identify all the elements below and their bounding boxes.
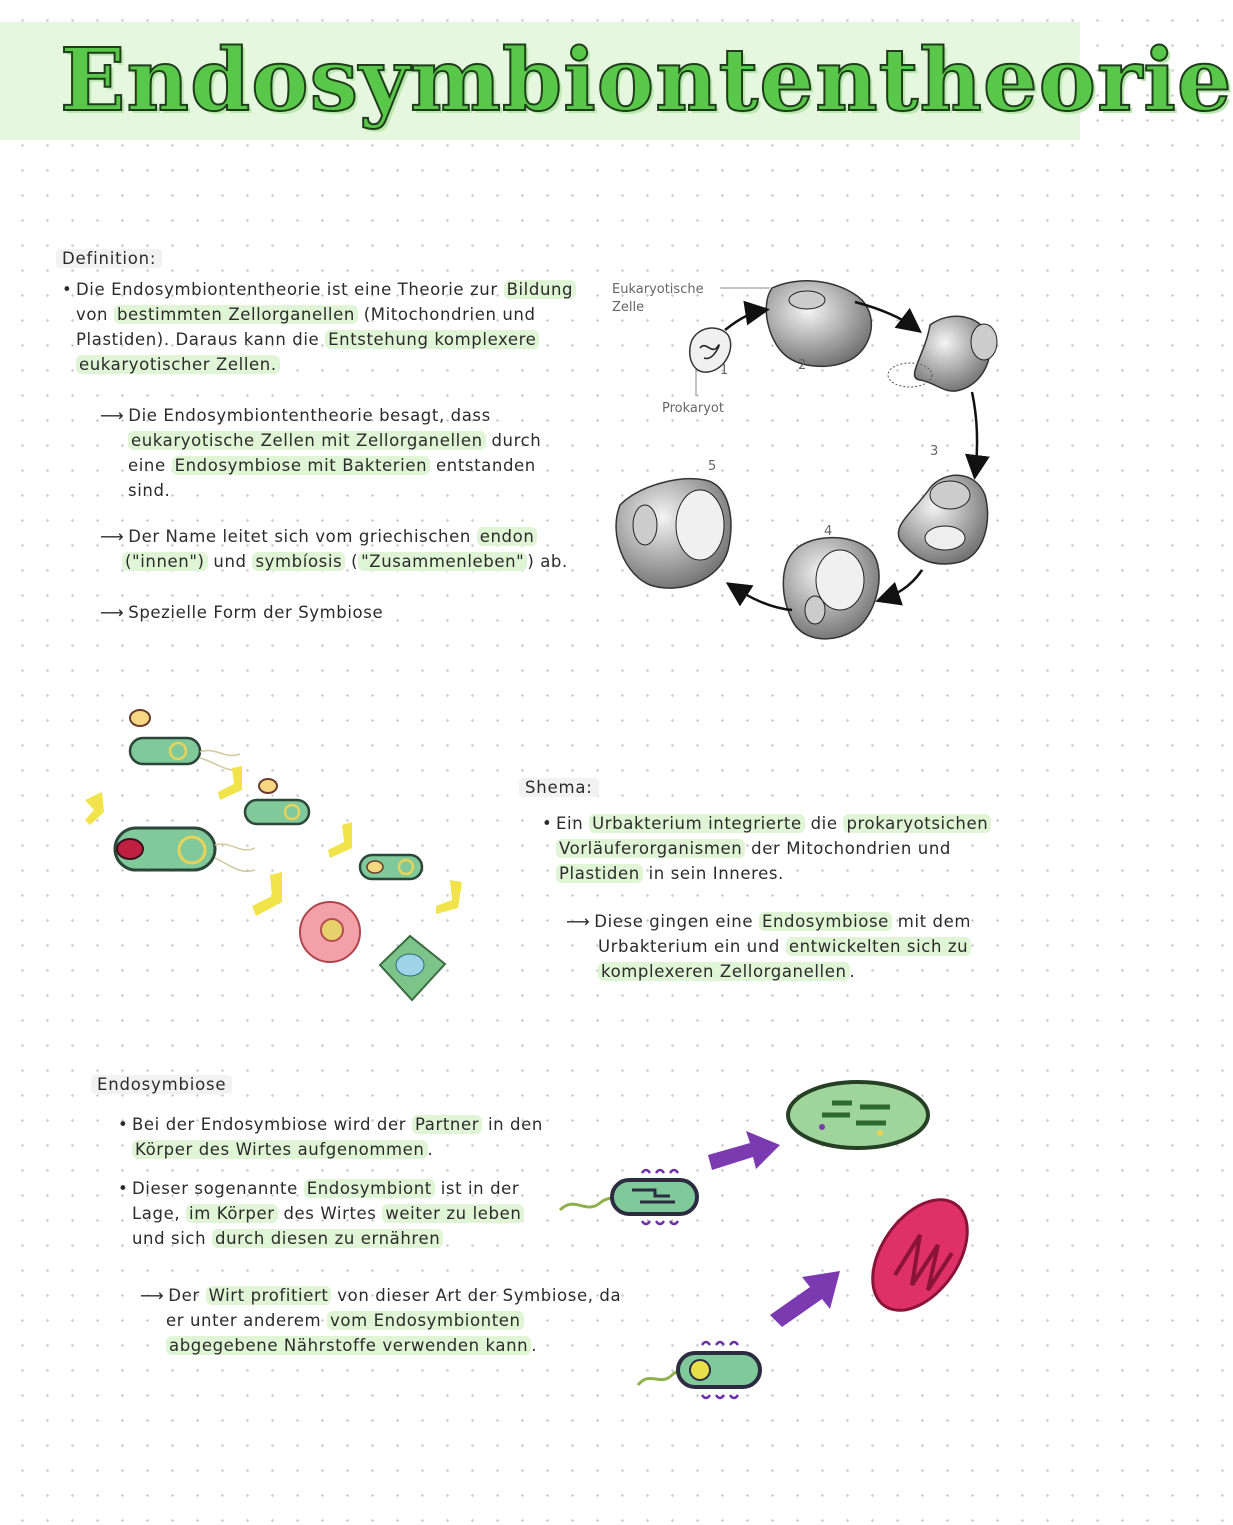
schema-line-1: • Ein Urbakterium integrierte die prokaryotsichen [556, 811, 991, 836]
schema-line-3: Plastiden in sein Inneres. [556, 861, 784, 886]
chevron-arrow [218, 766, 242, 800]
schema-arrow-line-1: ⟶ Diese gingen eine Endosymbiose mit dem [566, 912, 972, 931]
endo-b1-line-1: • Bei der Endosymbiose wird der Partner in den [132, 1112, 543, 1137]
proto-bacterium [130, 710, 150, 726]
chevron-arrow [85, 792, 104, 825]
step-1-label: 1 [720, 363, 729, 378]
arrow-2-line-2: ("innen") und symbíosis ( "Zusammenleben" ) ab. [122, 549, 568, 574]
definition-heading: Definition: [56, 249, 162, 268]
chloroplast [788, 1082, 928, 1148]
chevron-arrow [436, 880, 462, 914]
arrow-1-line-3: eine Endosymbiose mit Bakterien entstanden [128, 456, 536, 475]
arrow-icon: ⟶ [140, 1286, 165, 1305]
schema-arrow-line-3: komplexeren Zellorganellen . [598, 959, 855, 984]
endo-b2-line-3: und sich durch diesen zu ernähren [132, 1226, 443, 1251]
plant-cell [380, 936, 445, 1000]
endo-b2-line-2: Lage, im Körper des Wirtes weiter zu leben [132, 1201, 524, 1226]
arrow-1-line-1: ⟶ Die Endosymbiontentheorie besagt, dass [100, 406, 491, 425]
endo-arrow-line-2: er unter anderem vom Endosymbionten [166, 1308, 524, 1333]
arrow-1-line-4: sind. [128, 481, 171, 500]
mitochondrion [853, 1182, 986, 1327]
label-eukaryote-2: Zelle [612, 300, 645, 315]
page-title: Endosymbiontentheorie [60, 30, 1233, 131]
definition-line-2: von bestimmten Zellorganellen (Mitochondrien und [76, 305, 536, 324]
endosymbiosis-cycle-diagram [600, 270, 1000, 655]
bacterium-1 [130, 738, 240, 770]
schema-illustration [80, 700, 480, 1010]
arrow-icon: ⟶ [100, 406, 125, 425]
arrow-3-line-1: ⟶ Spezielle Form der Symbiose [100, 603, 384, 622]
chevron-arrow [328, 822, 352, 858]
definition-line-3: Plastiden). Daraus kann die Entstehung komplexere [76, 327, 539, 352]
proteobacterium [638, 1342, 760, 1398]
definition-line-4: eukaryotischer Zellen. [76, 352, 280, 377]
schema-heading: Shema: [519, 778, 599, 797]
bacterium-3 [245, 779, 309, 824]
arrow-icon: ⟶ [100, 603, 125, 622]
endosymbiose-heading: Endosymbiose [91, 1075, 232, 1094]
endo-b1-line-2: Körper des Wirtes aufgenommen . [132, 1137, 433, 1162]
label-prokaryote: Prokaryot [662, 401, 724, 416]
label-eukaryote-1: Eukaryotische [612, 282, 704, 297]
endo-arrow-line-3: abgegebene Nährstoffe verwenden kann . [166, 1333, 537, 1358]
schema-line-2: Vorläuferorganismen der Mitochondrien und [556, 836, 951, 861]
animal-cell [300, 902, 360, 962]
step-5-label: 5 [708, 459, 717, 474]
schema-arrow-line-2: Urbakterium ein und entwickelten sich zu [598, 934, 971, 959]
arrow-icon: ⟶ [100, 527, 125, 546]
step-4-label: 4 [824, 524, 833, 539]
cyanobacterium [560, 1170, 697, 1224]
endo-b2-line-1: • Dieser sogenannte Endosymbiont ist in der [132, 1176, 519, 1201]
chevron-arrow [252, 872, 282, 916]
step-3-label: 3 [930, 444, 939, 459]
definition-line-1: • Die Endosymbiontentheorie ist eine Theorie zur Bildung [76, 277, 576, 302]
endo-arrow-line-1: ⟶ Der Wirt profitiert von dieser Art der Symbiose, da [140, 1286, 622, 1305]
arrow-2-line-1: ⟶ Der Name leitet sich vom griechischen endon [100, 524, 537, 549]
arrow-1-line-2: eukaryotische Zellen mit Zellorganellen durch [128, 428, 541, 453]
arrow-icon: ⟶ [566, 912, 591, 931]
purple-arrow [770, 1271, 840, 1327]
step-2-label: 2 [798, 358, 807, 373]
bacterium-2 [115, 828, 255, 871]
endosymbiose-illustration [560, 1075, 980, 1405]
bacterium-4 [360, 855, 422, 879]
purple-arrow [708, 1131, 780, 1170]
